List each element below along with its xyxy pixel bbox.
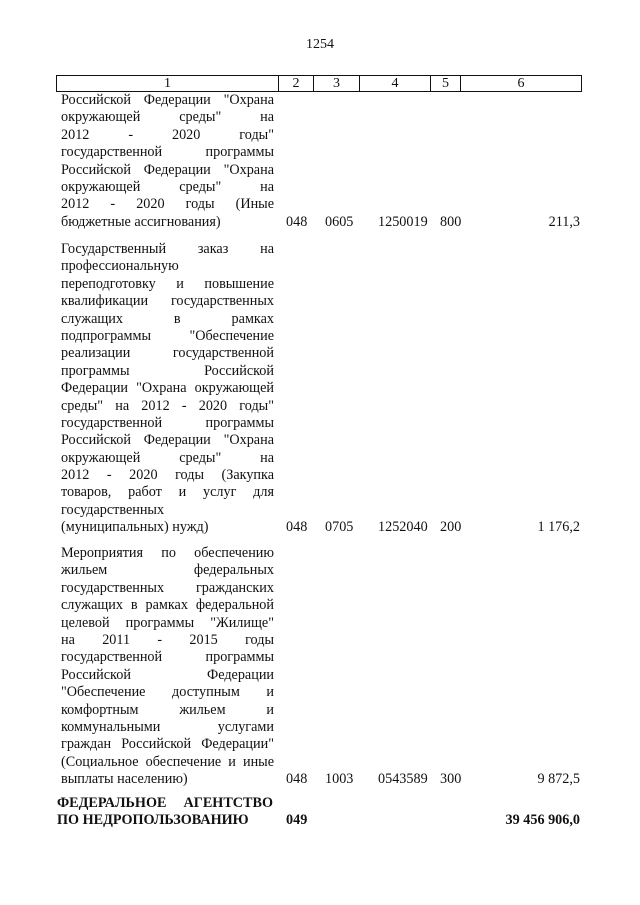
section-code: 0605 xyxy=(325,213,354,230)
section-code: 1003 xyxy=(325,771,354,788)
description-line: выплаты населению) xyxy=(61,771,188,788)
description-line: окружающей среды" на xyxy=(61,449,274,466)
column-header-2: 2 xyxy=(279,76,314,92)
description-line: бюджетные ассигнования) xyxy=(61,213,221,230)
ministry-code: 048 xyxy=(286,771,308,788)
row-values xyxy=(0,519,640,536)
agency-name-line: ПО НЕДРОПОЛЬЗОВАНИЮ xyxy=(57,812,249,829)
description-line: программы Российской xyxy=(61,362,274,379)
ministry-code: 048 xyxy=(286,213,308,230)
description-line: подпрограммы "Обеспечение xyxy=(61,327,274,344)
description-line: Мероприятия по обеспечению xyxy=(61,545,274,561)
agency-ministry-code: 049 xyxy=(286,812,308,829)
description-line: служащих в рамках федеральной xyxy=(61,597,274,614)
description-line: (Социальное обеспечение и иные xyxy=(61,753,274,770)
agency-name-line: ФЕДЕРАЛЬНОЕ АГЕНТСТВО xyxy=(57,795,273,811)
description-line: "Обеспечение доступным и xyxy=(61,684,274,701)
description-line: товаров, работ и услуг для xyxy=(61,484,274,501)
row-description xyxy=(61,241,274,537)
description-line: государственной программы xyxy=(61,649,274,666)
description-line: переподготовку и повышение xyxy=(61,275,274,292)
description-line: коммунальными услугами xyxy=(61,718,274,735)
amount: 1 176,2 xyxy=(537,519,580,536)
description-line: граждан Российской Федерации" xyxy=(61,736,274,753)
row-description xyxy=(61,545,274,788)
description-line: Государственный заказ на xyxy=(61,241,274,257)
agency-values xyxy=(0,812,640,829)
page-number: 1254 xyxy=(306,37,334,52)
description-line: окружающей среды" на xyxy=(61,178,274,195)
row-values xyxy=(0,214,640,231)
description-line: государственных гражданских xyxy=(61,579,274,596)
description-line: Российской Федерации "Охрана xyxy=(61,92,274,108)
expense-type-code: 800 xyxy=(440,213,462,230)
row-values xyxy=(0,771,640,788)
target-code: 1252040 xyxy=(378,519,428,536)
description-line: Российской Федерации "Охрана xyxy=(61,432,274,449)
description-line: Российской Федерации xyxy=(61,666,274,683)
expense-type-code: 300 xyxy=(440,771,462,788)
column-header-6: 6 xyxy=(461,76,582,92)
description-line: 2012 - 2020 годы (Иные xyxy=(61,196,274,213)
section-code: 0705 xyxy=(325,519,354,536)
description-line: 2012 - 2020 годы (Закупка xyxy=(61,467,274,484)
description-line: Федерации "Охрана окружающей xyxy=(61,380,274,397)
description-line: среды" на 2012 - 2020 годы" xyxy=(61,397,274,414)
ministry-code: 048 xyxy=(286,519,308,536)
description-line: государственных xyxy=(61,501,165,518)
description-line: квалификации государственных xyxy=(61,293,274,310)
row-description xyxy=(61,92,274,231)
column-header-4: 4 xyxy=(360,76,431,92)
description-line: профессиональную xyxy=(61,258,179,275)
description-line: комфортным жильем и xyxy=(61,701,274,718)
expense-type-code: 200 xyxy=(440,519,462,536)
description-line: на 2011 - 2015 годы xyxy=(61,631,274,648)
description-line: окружающей среды" на xyxy=(61,109,274,126)
agency-total-amount: 39 456 906,0 xyxy=(505,812,580,829)
target-code: 0543589 xyxy=(378,771,428,788)
column-header-3: 3 xyxy=(314,76,360,92)
description-line: жильем федеральных xyxy=(61,562,274,579)
column-header-5: 5 xyxy=(431,76,461,92)
description-line: Российской Федерации "Охрана xyxy=(61,161,274,178)
description-line: реализации государственной xyxy=(61,345,274,362)
description-line: государственной программы xyxy=(61,414,274,431)
target-code: 1250019 xyxy=(378,213,428,230)
column-header-row xyxy=(56,75,582,92)
description-line: государственной программы xyxy=(61,144,274,161)
description-line: целевой программы "Жилище" xyxy=(61,614,274,631)
amount: 9 872,5 xyxy=(537,771,580,788)
description-line: (муниципальных) нужд) xyxy=(61,519,209,536)
column-header-1: 1 xyxy=(57,76,279,92)
description-line: 2012 - 2020 годы" xyxy=(61,126,274,143)
amount: 211,3 xyxy=(548,213,580,230)
description-line: служащих в рамках xyxy=(61,310,274,327)
